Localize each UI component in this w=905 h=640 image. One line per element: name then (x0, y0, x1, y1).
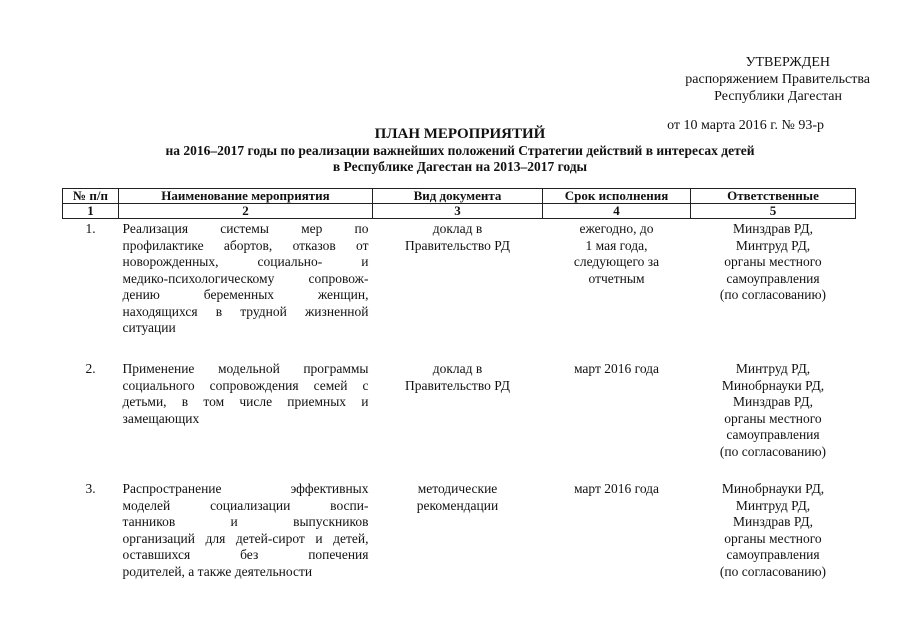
responsible-line: Минздрав РД, (733, 221, 813, 236)
header-num: № п/п (63, 189, 119, 204)
document-type-line: рекомендации (416, 497, 499, 513)
responsible (691, 359, 856, 479)
activity-name-line: дению беременных женщин, (122, 287, 369, 302)
approval-date: от 10 марта 2016 г. № 93-р (667, 118, 824, 133)
approval-line-2: распоряжением Правительства (685, 72, 870, 87)
responsible-line: (по согласованию) (719, 563, 827, 579)
plan-subtitle-2: в Республике Дагестан на 2013–2017 годы (332, 159, 588, 174)
col-number: 1 (63, 204, 119, 219)
responsible-line: Минтруд РД, (735, 497, 811, 513)
approval-line-3: Республики Дагестан (714, 89, 842, 104)
deadline-line: отчетным (588, 270, 645, 286)
deadline-line: март 2016 года (573, 481, 660, 496)
activity-name-line: оставшихся без попечения (122, 547, 369, 562)
deadline-line: ежегодно, до (579, 221, 654, 236)
responsible-line: органы местного (724, 410, 822, 426)
col-number: 3 (373, 204, 543, 219)
activity-name-line: профилактике абортов, отказов от (122, 237, 369, 253)
document-type-line: доклад в (432, 221, 483, 236)
document-type-line: Правительство РД (405, 377, 510, 393)
table-number-row (63, 204, 856, 219)
responsible-line: органы местного (724, 254, 822, 269)
responsible-line: Минтруд РД, (735, 361, 811, 376)
deadline-line: 1 мая года, (585, 237, 648, 253)
responsible-line: самоуправления (726, 427, 820, 442)
activity-name-line: родителей, а также деятельности (122, 563, 313, 579)
deadline (543, 479, 691, 601)
header-responsible: Ответственные (691, 189, 856, 204)
activity-name-line: ситуации (122, 320, 176, 335)
activity-name-line: медико-психологическому сопровож- (122, 270, 369, 286)
plan-table (62, 188, 856, 601)
table-row (63, 479, 856, 601)
deadline (543, 219, 691, 360)
responsible-line: самоуправления (726, 270, 820, 286)
deadline-line: март 2016 года (573, 361, 660, 376)
activity-name (119, 219, 373, 360)
responsible-line: Минтруд РД, (735, 237, 811, 253)
approval-heading: УТВЕРЖДЕН (745, 55, 830, 70)
deadline (543, 359, 691, 479)
approval-block (600, 54, 870, 134)
col-number: 5 (691, 204, 856, 219)
header-term: Срок исполнения (543, 189, 691, 204)
table-header-row (63, 189, 856, 204)
responsible-line: Минздрав РД, (733, 394, 813, 409)
activity-name-line: социального сопровождения семей с (122, 377, 369, 393)
document-type (373, 479, 543, 601)
responsible-line: Минздрав РД, (733, 514, 813, 529)
responsible-line: органы местного (724, 530, 822, 546)
plan-subtitle-1: на 2016–2017 годы по реализации важнейших положений Стратегии действий в интересах детей (165, 143, 755, 158)
activity-name-line: танников и выпускников (122, 514, 369, 529)
document-type-line: доклад в (432, 361, 483, 376)
document-type (373, 359, 543, 479)
col-number: 2 (119, 204, 373, 219)
row-number: 2. (85, 361, 96, 376)
row-number: 3. (85, 481, 96, 496)
activity-name-line: Применение модельной программы (122, 361, 369, 376)
activity-name-line: новорожденных, социально- и (122, 254, 369, 269)
document-type-line: Правительство РД (405, 237, 510, 253)
responsible-line: Минобрнауки РД, (721, 377, 825, 393)
activity-name-line: замещающих (122, 410, 200, 426)
responsible-line: Минобрнауки РД, (721, 481, 825, 496)
activity-name-line: Распространение эффективных (122, 481, 369, 496)
document-type-line: методические (417, 481, 498, 496)
responsible (691, 219, 856, 360)
document-type (373, 219, 543, 360)
activity-name-line: Реализация системы мер по (122, 221, 369, 236)
table-row (63, 359, 856, 479)
activity-name-line: организаций для детей-сирот и детей, (122, 530, 369, 546)
col-number: 4 (543, 204, 691, 219)
table-row (63, 219, 856, 360)
activity-name (119, 479, 373, 601)
activity-name-line: моделей социализации воспи- (122, 497, 369, 513)
responsible-line: самоуправления (726, 547, 820, 562)
deadline-line: следующего за (573, 254, 660, 269)
plan-title: ПЛАН МЕРОПРИЯТИЙ (374, 126, 546, 142)
activity-name-line: находящихся в трудной жизненной (122, 303, 369, 319)
document-title (60, 125, 860, 175)
responsible (691, 479, 856, 601)
activity-name-line: детьми, в том числе приемных и (122, 394, 369, 409)
row-number: 1. (85, 221, 96, 236)
responsible-line: (по согласованию) (719, 287, 827, 302)
activity-name (119, 359, 373, 479)
header-name: Наименование мероприятия (119, 189, 373, 204)
responsible-line: (по согласованию) (719, 443, 827, 459)
header-doc: Вид документа (373, 189, 543, 204)
